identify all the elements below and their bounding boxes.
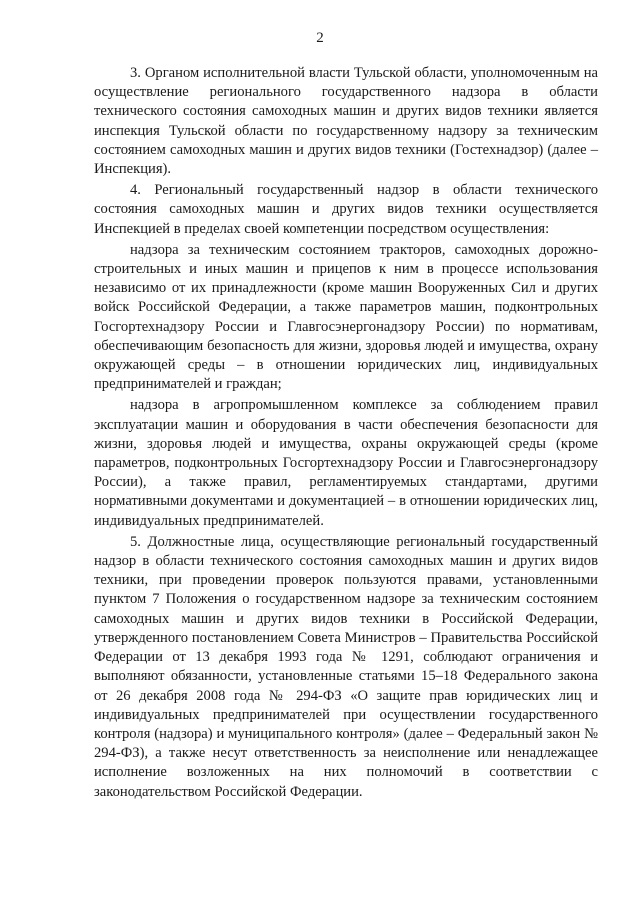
document-body xyxy=(94,64,598,802)
paragraph-agro-complex: надзора в агропромышленном комплексе за соблюдением правил эксплуатации машин и оборудования в части обеспечения безопасности для жизни, здоровья людей и имущества, охраны окружающей среды (кроме параметров, подконтрольных Госгортехнадзору России и Главгосэнергонадзору России), а также правил, регламентируемых стандартами, другими нормативными документами и документацией – в отношении юридических лиц, индивидуальных предпринимателей. xyxy=(94,397,598,529)
paragraph-3-authority: 3. Органом исполнительной власти Тульской области, уполномоченным на осуществление регионального государственного надзора в области технического состояния самоходных машин и других видов техники является инспекция Тульской области по государственному надзору за техническим состоянием самоходных машин и других видов техники (Гостехнадзор) (далее – Инспекция). xyxy=(94,65,598,178)
page-number: 2 xyxy=(316,30,324,46)
paragraph-technical-condition: надзора за техническим состоянием тракторов, самоходных дорожно-строительных и иных машин и прицепов к ним в процессе использования независимо от их принадлежности (кроме машин Вооруженных Сил и других войск Российской Федерации, а также параметров машин, подконтрольных Госгортехнадзору России и Главгосэнергонадзору России) по нормативам, обеспечивающим безопасность для жизни, здоровья людей и имущества, охрану окружающей среды – в отношении юридических лиц, индивидуальных предпринимателей и граждан; xyxy=(94,241,598,393)
paragraph-5-officials: 5. Должностные лица, осуществляющие региональный государственный надзор в области технического состояния самоходных машин и других видов техники, при проведении проверок пользуются правами, установленными пунктом 7 Положения о государственном надзоре за техническим состоянием самоходных машин и других видов техники в Российской Федерации, утвержденного постановлением Совета Министров – Правительства Российской Федерации от 13 декабря 1993 года № 1291, соблюдают ограничения и выполняют обязанности, установленные статьями 15–18 Федерального закона от 26 декабря 2008 года № 294-ФЗ «О защите прав юридических лиц и индивидуальных предпринимателей при осуществлении государственного контроля (надзора) и муниципального контроля» (далее – Федеральный закон № 294-ФЗ), а также несут ответственность за неисполнение или ненадлежащее исполнение возложенных на них полномочий в соответствии с законодательством Российской Федерации. xyxy=(94,533,598,800)
paragraph-4-supervision: 4. Региональный государственный надзор в области технического состояния самоходных машин и других видов техники осуществляется Инспекцией в пределах своей компетенции посредством осуществления: xyxy=(94,182,598,237)
